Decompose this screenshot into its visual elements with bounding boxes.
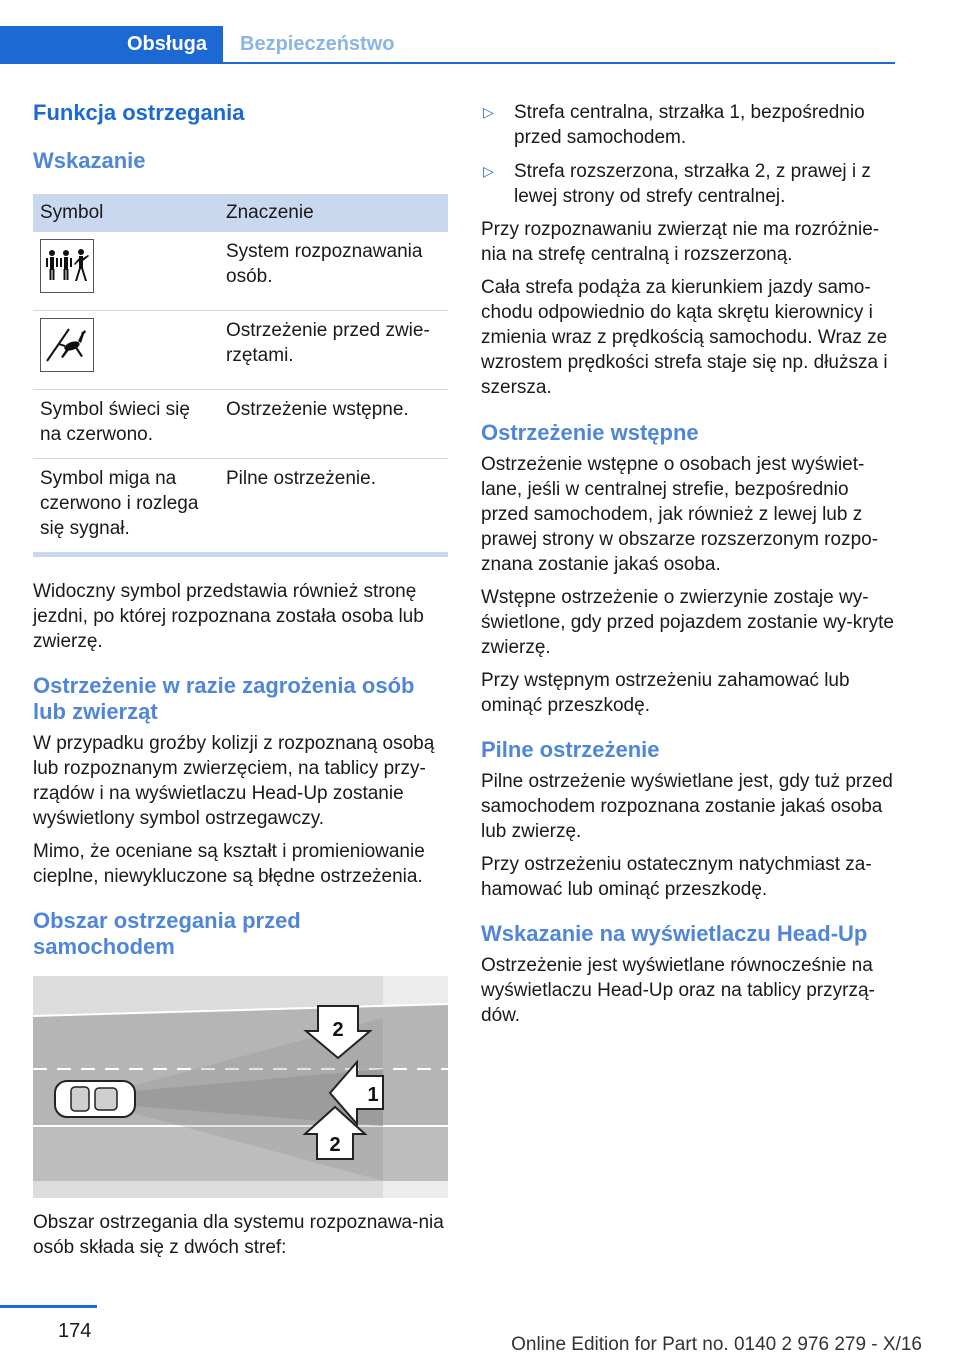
left-column [33,100,448,1260]
triangle-bullet-icon: ▷ [483,163,494,179]
list-item-text: Strefa rozszerzona, strzałka 2, z prawej i z lewej strony od strefy centralnej. [514,161,871,207]
paragraph-urgent-2: Przy ostrzeżeniu ostatecznym natychmiast za-hamować lub ominąć przeszkodę. [481,854,872,900]
table-header-symbol: Symbol [33,194,219,232]
paragraph-danger-2: Mimo, że oceniane są kształt i promieniowanie cieplne, niewykluczone są błędne ostrzeżenia. [33,841,425,887]
animal-warning-icon [40,318,94,372]
table-cell-meaning: Pilne ostrzeżenie. [219,459,448,555]
table-row [33,311,448,390]
table-row [33,390,448,459]
pedestrians-icon [40,239,94,293]
table-row [33,459,448,555]
page-number: 174 [58,1320,92,1342]
table-cell-symbol [33,311,219,390]
arrow-2-bottom-label: 2 [329,1134,341,1156]
list-item-text: Strefa centralna, strzałka 1, bezpośrednio przed samochodem. [514,102,865,148]
warning-area-figure [33,976,448,1198]
heading-pre-warning: Ostrzeżenie wstępne [481,420,699,445]
paragraph-pre-2: Wstępne ostrzeżenie o zwierzynie zostaje wy-świetlone, gdy przed pojazdem zostanie wy-kryte zwierzę. [481,587,894,658]
symbol-table [33,194,448,557]
paragraph-area: Obszar ostrzegania dla systemu rozpoznawa-nia osób składa się z dwóch stref: [33,1212,444,1258]
paragraph-symbol: Widoczny symbol przedstawia również stronę jezdni, po której rozpoznana została osoba lub zwierzę. [33,581,424,652]
heading-urgent-warning: Pilne ostrzeżenie [481,737,660,762]
arrow-1-label: 1 [367,1084,379,1106]
car-icon [55,1081,135,1117]
heading-warning-area: Obszar ostrzegania przed samochodem [33,908,301,959]
paragraph-zone-follow: Cała strefa podąża za kierunkiem jazdy samo-chodu odpowiednio do kąta skrętu kierownicy i zmienia wraz z prędkością samochodu. Wraz ze wzrostem prędkości strefa staje się np. dłuższa i szersza. [481,277,888,398]
paragraph-hud: Ostrzeżenie jest wyświetlane równocześnie na wyświetlaczu Head-Up oraz na tablicy przyrzą-dów. [481,955,875,1026]
table-header-row [33,194,448,232]
header-tabs [0,26,895,64]
paragraph-urgent-1: Pilne ostrzeżenie wyświetlane jest, gdy tuż przed samochodem rozpoznana zostanie jakaś osoba lub zwierzę. [481,771,893,842]
heading-hud-display: Wskazanie na wyświetlaczu Head-Up [481,921,868,946]
list-item [481,159,896,209]
footer-edition: Online Edition for Part no. 0140 2 976 279 - X/16 [511,1334,922,1355]
paragraph-danger-1: W przypadku groźby kolizji z rozpoznaną osobą lub rozpoznanym zwierzęciem, na tablicy przy-rządów i na wyświetlaczu Head-Up zostanie wyświetlony symbol ostrzegawczy. [33,733,435,829]
table-row [33,232,448,311]
heading-danger-warning: Ostrzeżenie w razie zagrożenia osób lub zwierząt [33,673,415,724]
right-column [481,100,896,1028]
table-cell-symbol [33,232,219,311]
list-item [481,100,896,150]
footer-divider [0,1305,97,1308]
table-cell-symbol: Symbol miga na czerwono i rozlega się sygnał. [33,459,219,555]
arrow-2-top-label: 2 [332,1019,344,1041]
table-cell-meaning: Ostrzeżenie przed zwie-rzętami. [219,311,448,390]
table-header-meaning: Znaczenie [219,194,448,232]
tab-bezpieczenstwo[interactable]: Bezpieczeństwo [240,33,395,55]
subsection-title-wskazanie: Wskazanie [33,148,146,173]
paragraph-pre-1: Ostrzeżenie wstępne o osobach jest wyświet-lane, jeśli w centralnej strefie, bezpośrednio przed samochodem, jak również z lewej lub z prawej strony w obszarze rozszerzonym rozpo-znana zostanie jakaś osoba. [481,454,879,575]
table-cell-symbol: Symbol świeci się na czerwono. [33,390,219,459]
table-cell-meaning: System rozpoznawania osób. [219,232,448,311]
paragraph-pre-3: Przy wstępnym ostrzeżeniu zahamować lub ominąć przeszkodę. [481,670,850,716]
section-title: Funkcja ostrzegania [33,100,245,125]
triangle-bullet-icon: ▷ [483,104,494,120]
tab-obsluga[interactable]: Obsługa [0,26,223,62]
paragraph-zones: Przy rozpoznawaniu zwierząt nie ma rozróżnie-nia na strefę centralną i rozszerzoną. [481,219,880,265]
table-cell-meaning: Ostrzeżenie wstępne. [219,390,448,459]
